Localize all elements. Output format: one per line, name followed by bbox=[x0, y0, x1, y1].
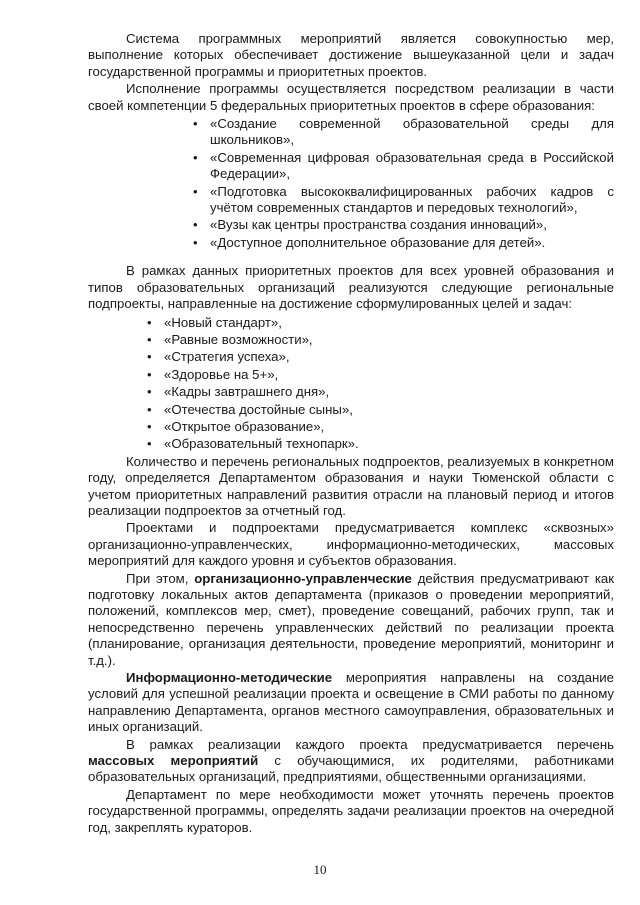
paragraph-program-system: Система программных мероприятий является совокупностью мер, выполнение которых обеспечивает достижение вышеуказанной цели и задач государственной программы и приоритетных проектов. bbox=[88, 31, 614, 79]
list-item: • «Здоровье на 5+», bbox=[164, 367, 614, 383]
page-number: 10 bbox=[313, 862, 327, 877]
paragraph-department-rights: Департамент по мере необходимости может уточнять перечень проектов государственной программы, определять задачи реализации проектов на очередной год, закреплять кураторов. bbox=[88, 786, 614, 835]
regional-subprojects-list bbox=[164, 315, 614, 453]
text-lead: При этом, bbox=[126, 570, 195, 586]
paragraph-subprojects-count: Количество и перечень региональных подпроектов, реализуемых в конкретном году, определяется Департаментом образования и науки Тюменской области с учетом приоритетных направлений развития отрасли на плановый период и итогов реализации подпроектов за отчетный год. bbox=[88, 453, 614, 518]
paragraph-organizational-actions bbox=[88, 571, 614, 669]
text-rest: действия предусматривают как подготовку локальных актов департамента (приказов о проведении мероприятий, положений, комплексов мер, смет), проведение совещаний, рабочих групп, так и непосредственно перечень управленческих действий по реализации проекта (планирование, организация деятельности, проведение мероприятий, мониторинг и т.д.). bbox=[88, 570, 614, 668]
list-item: • «Образовательный технопарк». bbox=[164, 436, 614, 452]
list-item: • «Вузы как центры пространства создания инноваций», bbox=[210, 217, 614, 233]
text-rest: мероприятия направлены на создание условий для успешной реализации проекта и освещение в СМИ работы по данному направлению Департамента, органов местного самоуправления, образовательных и иных организаций. bbox=[88, 670, 614, 735]
list-item: • «Доступное дополнительное образование для детей». bbox=[210, 235, 614, 251]
list-item: • «Открытое образование», bbox=[164, 419, 614, 435]
list-item: • «Отечества достойные сыны», bbox=[164, 402, 614, 418]
term-organizational: организационно-управленческие bbox=[194, 570, 412, 586]
text-lead: В рамках реализации каждого проекта предусматривается перечень bbox=[126, 736, 614, 752]
list-item: • «Стратегия успеха», bbox=[164, 349, 614, 365]
list-item: • «Равные возможности», bbox=[164, 332, 614, 348]
list-item: • «Создание современной образовательной среды для школьников», bbox=[210, 116, 614, 149]
paragraph-program-execution: Исполнение программы осуществляется посредством реализации в части своей компетенции 5 федеральных приоритетных проектов в сфере образования: bbox=[88, 81, 614, 113]
list-item: • «Новый стандарт», bbox=[164, 315, 614, 331]
list-item: • «Современная цифровая образовательная среда в Российской Федерации», bbox=[210, 150, 614, 183]
paragraph-mass-events bbox=[88, 737, 614, 786]
federal-projects-list bbox=[210, 116, 614, 251]
paragraph-cross-cutting-measures: Проектами и подпроектами предусматривается комплекс «сквозных» организационно-управленческих, информационно-методических, массовых мероприятий для каждого уровня и субъектов образования. bbox=[88, 520, 614, 569]
term-mass-events: массовых мероприятий bbox=[88, 753, 259, 769]
text-rest: с обучающимися, их родителями, работниками образовательных организаций, предприятиями, общественными организациями. bbox=[88, 753, 615, 785]
list-item: • «Подготовка высококвалифицированных рабочих кадров с учётом современных стандартов и передовых технологий», bbox=[210, 184, 614, 217]
term-informational: Информационно-методические bbox=[126, 670, 333, 686]
paragraph-informational-measures bbox=[88, 670, 614, 736]
paragraph-regional-subprojects: В рамках данных приоритетных проектов для всех уровней образования и типов образовательных организаций реализуются следующие региональные подпроекты, направленные на достижение сформулированных целей и задач: bbox=[88, 263, 614, 312]
list-item: • «Кадры завтрашнего дня», bbox=[164, 384, 614, 400]
